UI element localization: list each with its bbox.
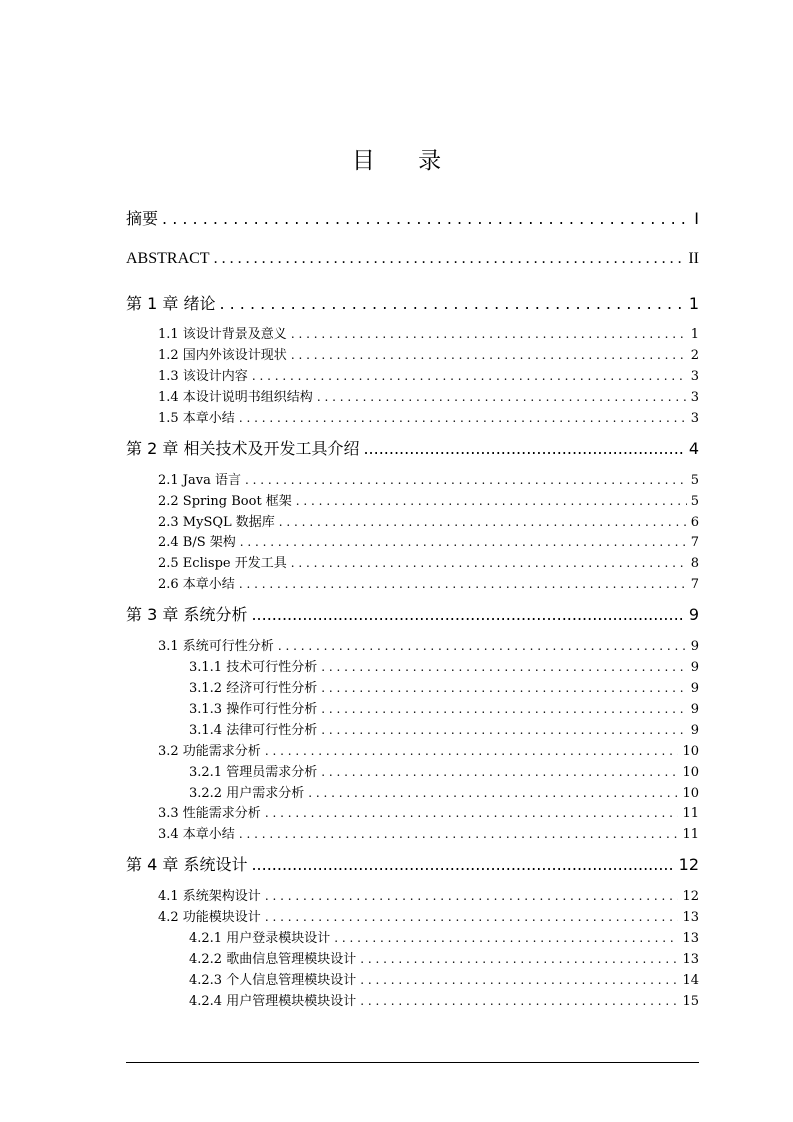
toc-leader-dots	[334, 931, 678, 945]
toc-entry-page: 4	[688, 439, 699, 458]
toc-entry-page: II	[688, 250, 699, 267]
toc-leader-dots	[251, 605, 684, 624]
toc-entry-label: 第 3 章 系统分析	[126, 605, 248, 624]
toc-leader-dots	[291, 348, 687, 362]
toc-leader-dots	[360, 973, 678, 987]
toc-leader-dots	[360, 952, 678, 966]
toc-entry-label: 1.2 国内外该设计现状	[158, 348, 287, 363]
toc-entry-label: 3.2.1 管理员需求分析	[189, 765, 318, 780]
toc-entry-1-2[interactable]	[126, 344, 699, 363]
toc-entry-label: 3.1.4 法律可行性分析	[189, 723, 318, 738]
toc-leader-dots	[265, 744, 679, 758]
toc-entry-page: 13	[682, 910, 699, 925]
toc-leader-dots	[321, 681, 687, 695]
toc-entry-page: 3	[690, 369, 699, 384]
toc-entry-2-5[interactable]	[126, 552, 699, 571]
toc-leader-dots	[321, 660, 687, 674]
toc-entry-label: 1.1 该设计背景及意义	[158, 327, 287, 342]
toc-entry-2-1[interactable]	[126, 469, 699, 488]
toc-leader-dots	[265, 806, 679, 820]
toc-entry-page: 3	[690, 411, 699, 426]
toc-entry-chapter-4[interactable]	[126, 852, 699, 875]
footer-rule	[126, 1062, 699, 1063]
toc-entry-page: 9	[690, 702, 699, 717]
toc-entry-chapter-3[interactable]	[126, 602, 699, 625]
toc-entry-page: 11	[682, 827, 699, 842]
toc-entry-label: 第 2 章 相关技术及开发工具介绍	[126, 439, 360, 458]
toc-entry-label: ABSTRACT	[126, 250, 210, 267]
toc-entry-4-2-2[interactable]	[126, 948, 699, 967]
toc-leader-dots	[239, 827, 679, 841]
toc-entry-label: 1.3 该设计内容	[158, 369, 248, 384]
toc-entry-page: 10	[682, 786, 699, 801]
toc-entry-page: 12	[678, 855, 699, 874]
toc-entry-label: 3.3 性能需求分析	[158, 806, 261, 821]
toc-leader-dots	[296, 494, 687, 508]
toc-leader-dots	[291, 327, 687, 341]
toc-entry-abstract-en[interactable]	[126, 250, 699, 268]
toc-entry-page: 6	[690, 515, 699, 530]
toc-entry-2-2[interactable]	[126, 490, 699, 509]
toc-entry-page: 5	[690, 494, 699, 509]
toc-entry-label: 4.1 系统架构设计	[158, 889, 261, 904]
toc-entry-3-3[interactable]	[126, 802, 699, 821]
toc-entry-3-4[interactable]	[126, 823, 699, 842]
toc-entry-4-2-1[interactable]	[126, 927, 699, 946]
toc-entry-page: 3	[690, 390, 699, 405]
toc-leader-dots	[251, 855, 674, 874]
toc-leader-dots	[239, 411, 687, 425]
toc-entry-page: 13	[682, 952, 699, 967]
toc-leader-dots	[291, 556, 687, 570]
toc-leader-dots	[363, 439, 684, 458]
toc-entry-1-1[interactable]	[126, 323, 699, 342]
toc-entry-1-3[interactable]	[126, 365, 699, 384]
toc-leader-dots	[278, 639, 687, 653]
toc-entry-abstract-cn[interactable]	[126, 206, 699, 229]
toc-entry-label: 3.1.1 技术可行性分析	[189, 660, 318, 675]
toc-entry-page: 10	[682, 765, 699, 780]
toc-entry-4-2-4[interactable]	[126, 990, 699, 1009]
toc-entry-page: 13	[682, 931, 699, 946]
toc-entry-label: 第 1 章 绪论	[126, 294, 216, 313]
toc-leader-dots	[360, 994, 678, 1008]
toc-entry-page: 2	[690, 348, 699, 363]
toc-entry-4-2[interactable]	[126, 906, 699, 925]
toc-entry-label: 2.3 MySQL 数据库	[158, 515, 275, 530]
toc-entry-page: 9	[688, 605, 699, 624]
toc-entry-page: 9	[690, 681, 699, 696]
toc-entry-3-1-2[interactable]	[126, 677, 699, 696]
toc-entry-page: 11	[682, 806, 699, 821]
toc-leader-dots	[239, 577, 687, 591]
toc-leader-dots	[308, 786, 678, 800]
toc-entry-3-2-1[interactable]	[126, 761, 699, 780]
toc-leader-dots	[321, 702, 687, 716]
toc-entry-page: 1	[688, 294, 699, 313]
toc-entry-3-1-3[interactable]	[126, 698, 699, 717]
toc-entry-2-4[interactable]	[126, 531, 699, 550]
toc-entry-page: 7	[690, 535, 699, 550]
toc-entry-label: 2.1 Java 语言	[158, 473, 241, 488]
toc-entry-label: 3.1.3 操作可行性分析	[189, 702, 318, 717]
toc-entry-chapter-2[interactable]	[126, 436, 699, 459]
toc-entry-1-4[interactable]	[126, 386, 699, 405]
toc-leader-dots	[321, 765, 678, 779]
toc-entry-page: 12	[682, 889, 699, 904]
toc-entry-page: 9	[690, 639, 699, 654]
toc-entry-1-5[interactable]	[126, 407, 699, 426]
toc-entry-label: 4.2 功能模块设计	[158, 910, 261, 925]
toc-entry-label: 3.1.2 经济可行性分析	[189, 681, 318, 696]
toc-entry-chapter-1[interactable]	[126, 291, 699, 314]
toc-entry-3-2-2[interactable]	[126, 782, 699, 801]
toc-entry-label: 2.5 Eclispe 开发工具	[158, 556, 287, 571]
toc-entry-page: 9	[690, 660, 699, 675]
toc-leader-dots	[219, 294, 684, 313]
toc-entry-label: 1.5 本章小结	[158, 411, 235, 426]
toc-entry-page: 14	[682, 973, 699, 988]
toc-entry-label: 2.2 Spring Boot 框架	[158, 494, 292, 509]
toc-entry-page: 8	[690, 556, 699, 571]
toc-entry-label: 4.2.3 个人信息管理模块设计	[189, 973, 357, 988]
toc-entry-page: 5	[690, 473, 699, 488]
toc-entry-label: 4.2.1 用户登录模块设计	[189, 931, 331, 946]
toc-entry-label: 2.4 B/S 架构	[158, 535, 236, 550]
toc-leader-dots	[321, 723, 687, 737]
toc-leader-dots	[162, 209, 690, 228]
toc-entry-label: 摘要	[126, 209, 159, 228]
toc-entry-label: 3.4 本章小结	[158, 827, 235, 842]
toc-leader-dots	[240, 535, 687, 549]
toc-entry-3-1-1[interactable]	[126, 656, 699, 675]
toc-entry-page: 15	[682, 994, 699, 1009]
toc-entry-label: 第 4 章 系统设计	[126, 855, 248, 874]
toc-entry-page: I	[694, 209, 699, 228]
page-title: 目 录	[351, 148, 460, 174]
toc-entry-4-1[interactable]	[126, 885, 699, 904]
toc-entry-label: 3.2.2 用户需求分析	[189, 786, 305, 801]
toc-entry-page: 9	[690, 723, 699, 738]
toc-entry-3-2[interactable]	[126, 740, 699, 759]
toc-leader-dots	[214, 250, 685, 268]
toc-leader-dots	[317, 390, 687, 404]
toc-entry-3-1[interactable]	[126, 635, 699, 654]
toc-entry-2-3[interactable]	[126, 511, 699, 530]
toc-entry-label: 2.6 本章小结	[158, 577, 235, 592]
toc-entry-2-6[interactable]	[126, 573, 699, 592]
toc-entry-label: 4.2.2 歌曲信息管理模块设计	[189, 952, 357, 967]
toc-entry-label: 4.2.4 用户管理模块模块设计	[189, 994, 357, 1009]
toc-entry-page: 1	[690, 327, 699, 342]
toc-leader-dots	[265, 910, 679, 924]
toc-entry-page: 7	[690, 577, 699, 592]
toc-entry-4-2-3[interactable]	[126, 969, 699, 988]
toc-entry-label: 3.1 系统可行性分析	[158, 639, 274, 654]
toc-leader-dots	[252, 369, 687, 383]
toc-entry-label: 1.4 本设计说明书组织结构	[158, 390, 313, 405]
toc-entry-label: 3.2 功能需求分析	[158, 744, 261, 759]
toc-leader-dots	[279, 515, 687, 529]
toc-leader-dots	[245, 473, 687, 487]
toc-entry-3-1-4[interactable]	[126, 719, 699, 738]
toc-leader-dots	[265, 889, 679, 903]
toc-entry-page: 10	[682, 744, 699, 759]
